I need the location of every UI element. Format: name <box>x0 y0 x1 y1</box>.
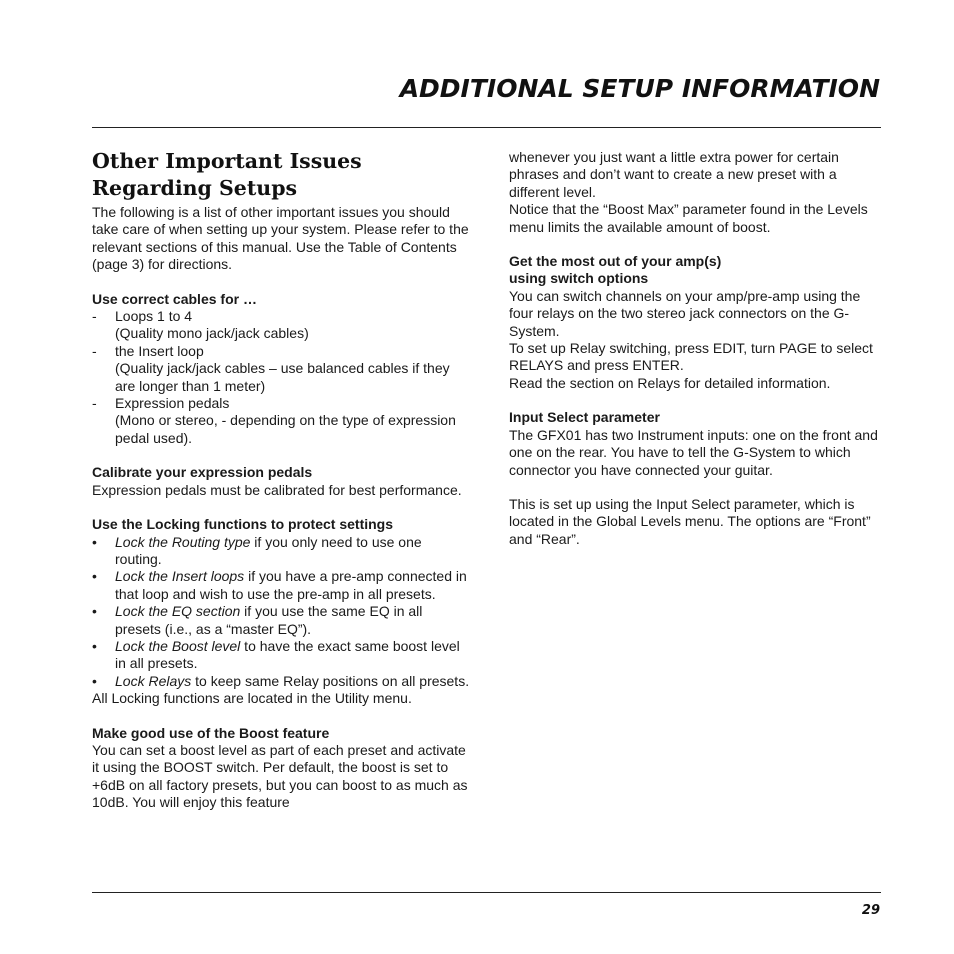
input-paragraph-2: This is set up using the Input Select parameter, which is located in the Global Levels menu. The options are “Front” and “Rear”. <box>509 495 871 547</box>
section-title-line2: Regarding Setups <box>92 176 298 200</box>
list-item <box>92 308 472 343</box>
item-italic: Lock the Routing type <box>115 533 251 550</box>
list-item <box>92 638 472 673</box>
item-italic: Lock the Insert loops <box>115 568 245 585</box>
switch-heading-line2: using switch options <box>509 270 649 287</box>
list-item <box>92 673 472 690</box>
bullet-marker: • <box>92 603 97 620</box>
item-text: to have the exact same boost level in all presets. <box>115 637 460 672</box>
calibrate-heading: Calibrate your expression pedals <box>92 464 313 481</box>
bullet-marker: • <box>92 533 97 550</box>
footer-rule <box>92 892 881 893</box>
list-item <box>92 534 472 569</box>
item-text: if you only need to use one routing. <box>115 533 422 567</box>
bullet-marker: • <box>92 637 97 654</box>
page-title: ADDITIONAL SETUP INFORMATION <box>399 74 880 103</box>
header-rule <box>92 127 881 128</box>
locking-heading: Use the Locking functions to protect settings <box>92 516 394 533</box>
dash-marker: - <box>92 395 97 412</box>
list-item <box>92 395 472 447</box>
calibrate-text: Expression pedals must be calibrated for best performance. <box>92 481 462 498</box>
cables-list <box>92 308 472 447</box>
right-column <box>509 149 884 548</box>
item-text: to keep same Relay positions on all presets. <box>191 672 470 689</box>
list-item <box>92 603 472 638</box>
item-note: (Mono or stereo, - depending on the type of expression pedal used). <box>115 412 456 446</box>
boost-text: You can set a boost level as part of each preset and activate it using the BOOST switch. Per default, the boost is set to +6dB on all factory presets, but you can boost to as much as 10dB. You will enjoy this feature <box>92 741 468 811</box>
item-text: if you have a pre-amp connected in that loop and wish to use the pre-amp in all presets. <box>115 568 467 602</box>
boost-continued: whenever you just want a little extra power for certain phrases and don’t want to create a new preset with a different level. <box>509 149 839 200</box>
item-italic: Lock the EQ section <box>115 603 241 620</box>
item-note: (Quality jack/jack cables – use balanced cables if they are longer than 1 meter) <box>115 360 450 394</box>
dash-marker: - <box>92 342 97 359</box>
bullet-marker: • <box>92 672 97 689</box>
item-note: (Quality mono jack/jack cables) <box>115 325 309 342</box>
section-title <box>92 148 472 202</box>
dash-marker: - <box>92 308 97 325</box>
item-label: the Insert loop <box>115 342 204 359</box>
left-column <box>92 148 472 812</box>
bullet-marker: • <box>92 568 97 585</box>
switch-paragraph-2: To set up Relay switching, press EDIT, turn PAGE to select RELAYS and press ENTER. <box>509 340 873 374</box>
locking-list <box>92 534 472 691</box>
input-heading: Input Select parameter <box>509 409 660 426</box>
switch-paragraph-3: Read the section on Relays for detailed information. <box>509 374 831 391</box>
page-number: 29 <box>861 903 880 918</box>
section-title-line1: Other Important Issues <box>92 149 362 173</box>
input-paragraph-1: The GFX01 has two Instrument inputs: one on the front and one on the rear. You have to tell the G-System to which connector you have connected your guitar. <box>509 426 878 478</box>
cables-heading: Use correct cables for … <box>92 290 257 307</box>
boost-heading: Make good use of the Boost feature <box>92 724 330 741</box>
item-italic: Lock the Boost level <box>115 637 241 654</box>
item-italic: Lock Relays <box>115 672 192 689</box>
list-item <box>92 568 472 603</box>
list-item <box>92 343 472 395</box>
item-text: if you use the same EQ in all presets (i.e., as a “master EQ”). <box>115 603 423 637</box>
switch-heading-line1: Get the most out of your amp(s) <box>509 253 722 270</box>
switch-paragraph-1: You can switch channels on your amp/pre-amp using the four relays on the two stereo jack connectors on the G-System. <box>509 287 861 339</box>
boost-note: Notice that the “Boost Max” parameter found in the Levels menu limits the available amount of boost. <box>509 201 868 235</box>
switch-heading <box>509 253 884 288</box>
item-label: Loops 1 to 4 <box>115 308 193 325</box>
item-label: Expression pedals <box>115 395 230 412</box>
locking-footer: All Locking functions are located in the Utility menu. <box>92 690 412 707</box>
intro-paragraph: The following is a list of other important issues you should take care of when setting up your system. Please refer to the relevant sections of this manual. Use the Table of Contents (page 3) for directions. <box>92 204 469 273</box>
